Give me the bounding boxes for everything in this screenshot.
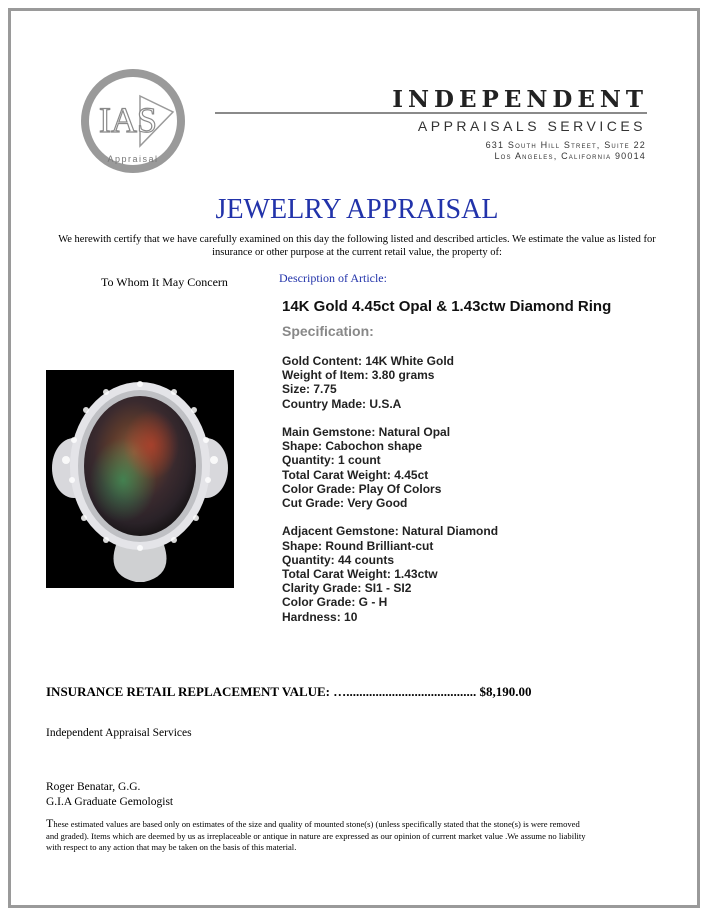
svg-text:Appraisal: Appraisal (107, 154, 159, 164)
item-title: 14K Gold 4.45ct Opal & 1.43ctw Diamond Ring (282, 298, 612, 315)
spec-line: Color Grade: G - H (282, 595, 388, 610)
spec-line: Quantity: 44 counts (282, 552, 395, 567)
spec-line: Size: 7.75 (282, 382, 337, 397)
specification-list (282, 354, 498, 638)
spec-line: Cut Grade: Very Good (282, 496, 408, 511)
spec-line: Quantity: 1 count (282, 453, 381, 468)
spec-line: Total Carat Weight: 4.45ct (282, 467, 429, 482)
spec-line: Main Gemstone: Natural Opal (282, 425, 451, 439)
spec-line: Total Carat Weight: 1.43ctw (282, 567, 438, 582)
spec-line: Adjacent Gemstone: Natural Diamond (282, 524, 499, 539)
spec-line: Hardness: 10 (282, 609, 358, 624)
svg-text:IAS: IAS (98, 100, 158, 140)
gold-specs (282, 354, 498, 411)
disclaimer-text: hese estimated values are based only on estimates of the size and quality of mounted stone(s) (unless specifically stated that the stone(s) is were removed and graded). Items which are deemed by us as irreplaceable or antique in nature are expressed as our opinion of current market value .We assume no liability with respect to any action that may be taken on the basis of this material. (46, 819, 586, 852)
spec-line: Shape: Round Brilliant-cut (282, 538, 434, 553)
company-subtitle: APPRAISALS SERVICES (417, 118, 646, 134)
spec-line: Gold Content: 14K White Gold (282, 354, 454, 368)
spec-line: Shape: Cabochon shape (282, 439, 423, 454)
intro-text: We herewith certify that we have carefully examined on this day the following listed and described articles. We estimate the value as listed for insurance or other purpose at the current retail value, the property of: (58, 234, 656, 258)
signature-title: G.I.A Graduate Gemologist (46, 796, 174, 808)
signature-name: Roger Benatar, G.G. (46, 781, 141, 793)
page-title: JEWELRY APPRAISAL (215, 194, 499, 225)
spec-line: Color Grade: Play Of Colors (282, 481, 442, 496)
disclaimer-initial: T (46, 816, 54, 830)
address-line-1: 631 South Hill Street, Suite 22 (485, 140, 646, 150)
insurance-value: INSURANCE RETAIL REPLACEMENT VALUE: …........................................ $8,190.00 (46, 684, 532, 699)
company-footer: Independent Appraisal Services (46, 727, 192, 739)
spec-line: Country Made: U.S.A (282, 396, 402, 411)
ring-photo (46, 370, 234, 588)
adjacent-gem-specs (282, 524, 498, 623)
company-name: INDEPENDENT (392, 86, 648, 113)
spec-line: Weight of Item: 3.80 grams (282, 368, 435, 383)
recipient: To Whom It May Concern (101, 275, 228, 289)
description-label: Description of Article: (279, 271, 387, 285)
main-gem-specs (282, 425, 498, 510)
disclaimer (46, 818, 586, 854)
specification-label: Specification: (282, 323, 374, 339)
spec-line: Clarity Grade: SI1 - SI2 (282, 581, 412, 596)
address-line-2: Los Angeles, California 90014 (494, 151, 646, 161)
ias-logo (78, 66, 188, 176)
